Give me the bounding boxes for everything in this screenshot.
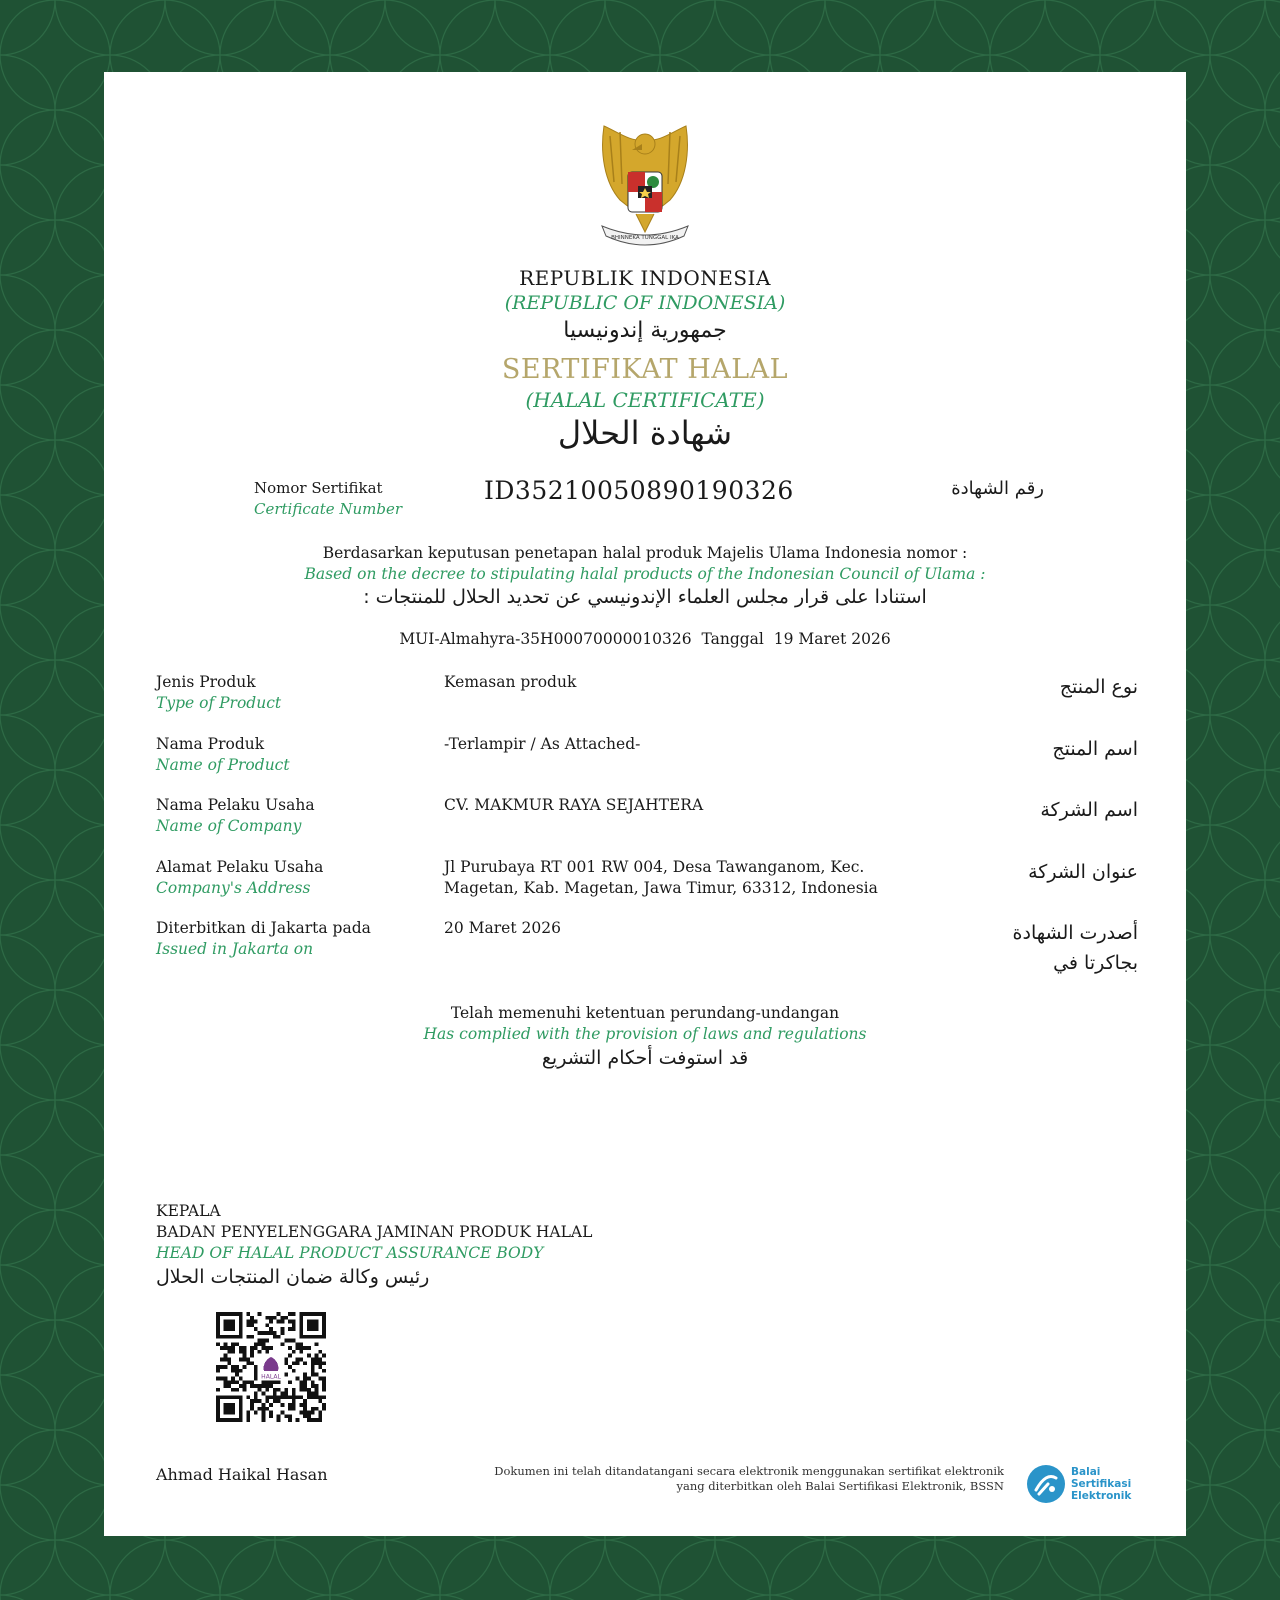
note-line: Dokumen ini telah ditandatangani secara elektronik menggunakan sertifikat elektronik bbox=[494, 1464, 1004, 1478]
field-value: CV. MAKMUR RAYA SEJAHTERA bbox=[444, 796, 704, 814]
decree-text-id: Berdasarkan keputusan penetapan halal produk Majelis Ulama Indonesia nomor : bbox=[322, 544, 968, 562]
bsre-text-line: Balai bbox=[1071, 1466, 1101, 1478]
field-value bbox=[444, 857, 924, 899]
certificate-number-label-en: Certificate Number bbox=[254, 500, 403, 518]
field-label-ar: نوع المنتج bbox=[1059, 676, 1138, 698]
field-label bbox=[156, 795, 315, 837]
field-label-ar: اسم الشركة bbox=[1040, 799, 1138, 821]
field-value: -Terlampir / As Attached- bbox=[444, 735, 641, 753]
halal-logo-label: HALAL bbox=[261, 1373, 281, 1381]
field-label-en: Name of Product bbox=[156, 756, 290, 774]
certificate-title-ar: شهادة الحلال bbox=[557, 414, 733, 452]
electronic-signature-note bbox=[404, 1464, 1004, 1494]
compliance-text-id: Telah memenuhi ketentuan perundang-undangan bbox=[450, 1004, 840, 1022]
bsre-logo-icon bbox=[1026, 1464, 1066, 1504]
certificate-title-en: (HALAL CERTIFICATE) bbox=[525, 388, 765, 412]
bsre-text-line: Sertifikasi bbox=[1071, 1478, 1132, 1490]
field-label-id: Nama Produk bbox=[156, 735, 265, 753]
signatory-agency-en: HEAD OF HALAL PRODUCT ASSURANCE BODY bbox=[156, 1244, 544, 1262]
field-label-ar-line: أصدرت الشهادة bbox=[1012, 922, 1138, 944]
field-label-en: Issued in Jakarta on bbox=[156, 940, 314, 958]
signatory-agency-ar: رئيس وكالة ضمان المنتجات الحلال bbox=[156, 1266, 430, 1288]
bsre-text-line: Elektronik bbox=[1071, 1490, 1132, 1502]
field-label-ar-line: بجاكرتا في bbox=[1053, 952, 1138, 974]
field-value-line: Magetan, Kab. Magetan, Jawa Timur, 63312, Indonesia bbox=[444, 879, 878, 897]
qr-code bbox=[216, 1312, 326, 1422]
certificate-sheet bbox=[104, 72, 1186, 1536]
field-label bbox=[156, 857, 323, 899]
signatory-title: KEPALA bbox=[156, 1202, 221, 1220]
field-label bbox=[156, 734, 290, 776]
field-label bbox=[156, 672, 281, 714]
garuda-emblem-icon bbox=[580, 122, 710, 257]
decree-text-en: Based on the decree to stipulating halal products of the Indonesian Council of Ulama : bbox=[304, 565, 986, 583]
certificate-title: SERTIFIKAT HALAL bbox=[501, 354, 789, 385]
signatory-agency: BADAN PENYELENGGARA JAMINAN PRODUK HALAL bbox=[156, 1223, 593, 1241]
certificate-number-value: ID35210050890190326 bbox=[484, 476, 794, 505]
republic-title-ar: جمهورية إندونيسيا bbox=[563, 318, 727, 343]
republic-title: REPUBLIK INDONESIA bbox=[519, 266, 771, 290]
certificate-number-label-id: Nomor Sertifikat bbox=[254, 479, 383, 497]
bsre-logo-text bbox=[1071, 1466, 1131, 1502]
compliance-text-ar: قد استوفت أحكام التشريع bbox=[541, 1047, 749, 1069]
field-label-id: Nama Pelaku Usaha bbox=[156, 796, 315, 814]
emblem-motto: BHINNEKA TUNGGAL IKA bbox=[611, 235, 679, 241]
decree-text-ar: استنادا على قرار مجلس العلماء الإندونيسي عن تحديد الحلال للمنتجات : bbox=[363, 586, 927, 608]
field-value: Kemasan produk bbox=[444, 673, 577, 691]
certificate-number-label bbox=[254, 478, 402, 520]
field-label-ar: اسم المنتج bbox=[1052, 738, 1138, 760]
certificate-number-label-ar: رقم الشهادة bbox=[951, 478, 1044, 499]
field-label bbox=[156, 918, 371, 960]
field-label-ar bbox=[938, 918, 1138, 978]
decree-reference: MUI-Almahyra-35H00070000010326 Tanggal 19 Maret 2026 bbox=[399, 630, 891, 648]
field-value-line: Jl Purubaya RT 001 RW 004, Desa Tawanganom, Kec. bbox=[444, 858, 865, 876]
field-value: 20 Maret 2026 bbox=[444, 919, 561, 937]
compliance-text-en: Has complied with the provision of laws and regulations bbox=[423, 1025, 867, 1043]
field-label-id: Alamat Pelaku Usaha bbox=[156, 858, 324, 876]
republic-title-en: (REPUBLIC OF INDONESIA) bbox=[504, 292, 786, 314]
note-line: yang diterbitkan oleh Balai Sertifikasi Elektronik, BSSN bbox=[676, 1479, 1004, 1493]
signatory-name: Ahmad Haikal Hasan bbox=[156, 1465, 328, 1484]
field-label-id: Jenis Produk bbox=[156, 673, 256, 691]
field-label-en: Company's Address bbox=[156, 879, 311, 897]
field-label-id: Diterbitkan di Jakarta pada bbox=[156, 919, 371, 937]
field-label-ar: عنوان الشركة bbox=[1028, 861, 1138, 883]
bsre-logo bbox=[1022, 1464, 1132, 1506]
field-label-en: Name of Company bbox=[156, 817, 302, 835]
field-label-en: Type of Product bbox=[156, 694, 282, 712]
